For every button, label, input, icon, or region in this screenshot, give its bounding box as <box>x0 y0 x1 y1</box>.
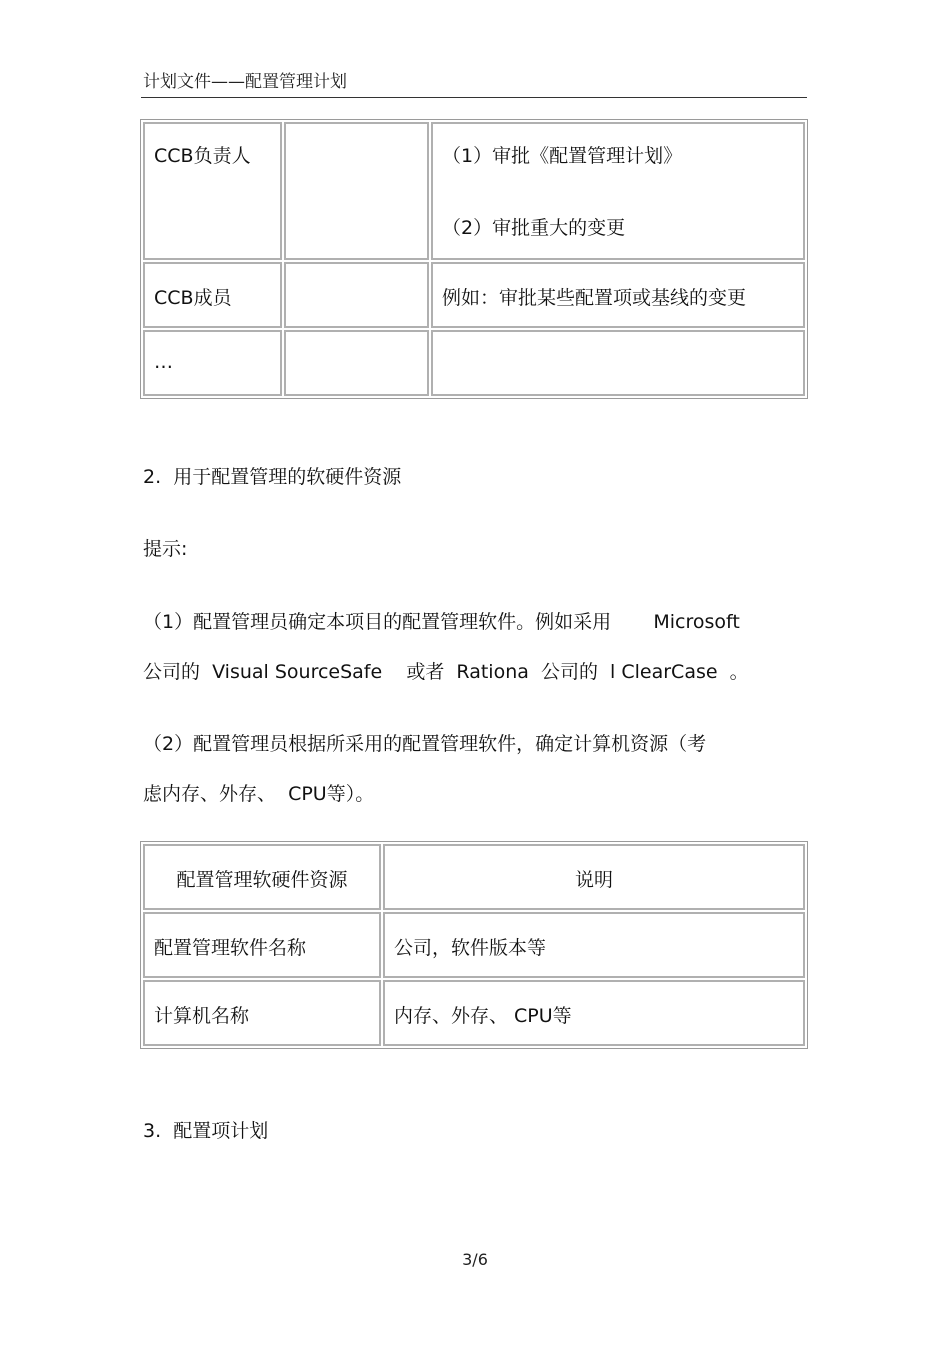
table-cell <box>143 980 381 1046</box>
table-cell <box>143 122 282 260</box>
table-cell <box>143 912 381 978</box>
hint-label: 提示: <box>143 538 188 560</box>
table-row <box>143 330 805 396</box>
table-row <box>143 262 805 328</box>
resource-name: 计算机名称 <box>154 1005 250 1027</box>
paragraph-line: 公司的 Visual SourceSafe 或者 Rationa 公司的 l ClearCase 。 <box>143 661 749 683</box>
paragraph-line: （1）配置管理员确定本项目的配置管理软件。例如采用 Microsoft <box>143 611 740 633</box>
table-cell <box>284 122 429 260</box>
resource-description: 公司，软件版本等 <box>394 937 547 959</box>
role-label: CCB负责人 <box>154 145 251 167</box>
section-heading: 3. 配置项计划 <box>143 1120 269 1142</box>
table-row <box>143 980 805 1046</box>
role-label: CCB成员 <box>154 287 232 309</box>
duty-line: （2）审批重大的变更 <box>442 217 626 239</box>
section-heading: 2. 用于配置管理的软硬件资源 <box>143 466 402 488</box>
column-header: 配置管理软硬件资源 <box>176 869 348 891</box>
duty-line: 例如：审批某些配置项或基线的变更 <box>442 287 747 309</box>
header-divider <box>141 97 807 98</box>
table-cell <box>143 330 282 396</box>
table-cell <box>431 330 805 396</box>
resources-table <box>140 841 808 1049</box>
paragraph-line: （2）配置管理员根据所采用的配置管理软件，确定计算机资源（考 <box>143 733 707 755</box>
page-number: 3/6 <box>462 1250 488 1269</box>
table-cell <box>284 262 429 328</box>
document-header-title: 计划文件——配置管理计划 <box>143 72 347 92</box>
table-cell <box>431 262 805 328</box>
table-header-cell <box>143 844 381 910</box>
table-header-row <box>143 844 805 910</box>
table-cell <box>383 912 805 978</box>
table-cell <box>383 980 805 1046</box>
duty-line: （1）审批《配置管理计划》 <box>442 145 683 167</box>
roles-table <box>140 119 808 399</box>
resource-description: 内存、外存、 CPU等 <box>394 1005 572 1027</box>
table-cell <box>284 330 429 396</box>
resource-name: 配置管理软件名称 <box>154 937 307 959</box>
column-header: 说明 <box>574 869 613 891</box>
paragraph-line: 虑内存、外存、 CPU等）。 <box>143 783 375 805</box>
table-header-cell <box>383 844 805 910</box>
role-label: … <box>154 351 173 373</box>
table-row <box>143 122 805 260</box>
table-cell <box>143 262 282 328</box>
table-cell <box>431 122 805 260</box>
table-row <box>143 912 805 978</box>
